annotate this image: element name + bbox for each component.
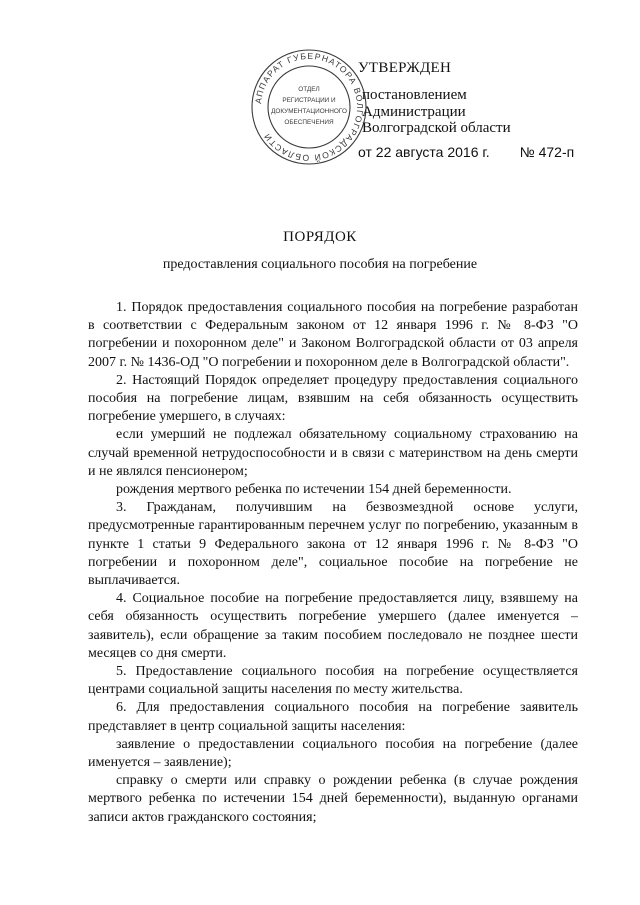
paragraph-8: 6. Для предоставления социального пособия на погребение заявитель представляет в центр социальной защиты населения: <box>88 700 578 734</box>
paragraph-3: если умерший не подлежал обязательному социальному страхованию на случай временной нетрудоспособности и в связи с материнством на день смерти и не являлся пенсионером; <box>88 427 578 479</box>
decree-number: № 472-п <box>519 144 575 160</box>
decree-line-2: Администрации <box>362 103 466 120</box>
paragraph-10: справку о смерти или справку о рождении ребенка (в случае рождения мертвого ребенка по истечении 154 дней беременности), выданную органами записи актов гражданского состояния; <box>88 773 578 825</box>
stamp-center-line-4: ОБЕСПЕЧЕНИЯ <box>284 119 334 126</box>
decree-date-number <box>358 144 574 160</box>
approved-heading: УТВЕРЖДЕН <box>358 60 452 76</box>
decree-date: от 22 августа 2016 г. <box>358 144 490 160</box>
paragraph-5: 3. Гражданам, получившим на безвозмездной основе услуги, предусмотренные гарантированным перечнем услуг по погребению, указанным в пункте 1 статьи 9 Федерального закона от 12 января 1996 г. № 8-ФЗ "О погребении и похоронном деле", социальное пособие на погребение не выплачивается. <box>88 500 578 589</box>
paragraph-2: 2. Настоящий Порядок определяет процедуру предоставления социального пособия на погребение лицам, взявшим на себя обязанность осуществить погребение умершего, в случаях: <box>88 372 578 425</box>
paragraph-9: заявление о предоставлении социального пособия на погребение (далее именуется – заявление); <box>88 736 578 771</box>
stamp-center-line-3: ДОКУМЕНТАЦИОННОГО <box>271 108 347 115</box>
paragraph-1: 1. Порядок предоставления социального пособия на погребение разработан в соответствии с Федеральным законом от 12 января 1996 г. № 8-ФЗ "О погребении и похоронном деле" и Законом Волгоградской области от 03 апреля 2007 г. № 1436-ОД "О погребении и похоронном деле в Волгоградской области". <box>88 300 578 370</box>
paragraph-7: 5. Предоставление социального пособия на погребение осуществляется центрами социальной защиты населения по месту жительства. <box>88 664 578 698</box>
paragraph-4: рождения мертвого ребенка по истечении 154 дней беременности. <box>116 482 512 498</box>
decree-line-3: Волгоградской области <box>362 120 511 136</box>
stamp-center-line-2: РЕГИСТРАЦИИ И <box>282 97 336 104</box>
decree-reference <box>362 87 511 137</box>
document-subtitle: предоставления социального пособия на погребение <box>162 257 478 272</box>
stamp-center-line-1: ОТДЕЛ <box>298 86 320 93</box>
decree-line-1: постановлением <box>362 87 467 103</box>
stamp-ring-text: АППАРАТ ГУБЕРНАТОРА ВОЛГОГРАДСКОЙ ОБЛАСТИ <box>253 50 366 164</box>
document-body <box>88 299 578 827</box>
paragraph-6: 4. Социальное пособие на погребение предоставляется лицу, взявшему на себя обязанность осуществить погребение умершего (далее именуется – заявитель), если обращение за таким пособием последовало не позднее шести месяцев со дня смерти. <box>88 591 578 661</box>
document-title: ПОРЯДОК <box>283 229 357 245</box>
official-stamp-seal <box>250 48 368 166</box>
